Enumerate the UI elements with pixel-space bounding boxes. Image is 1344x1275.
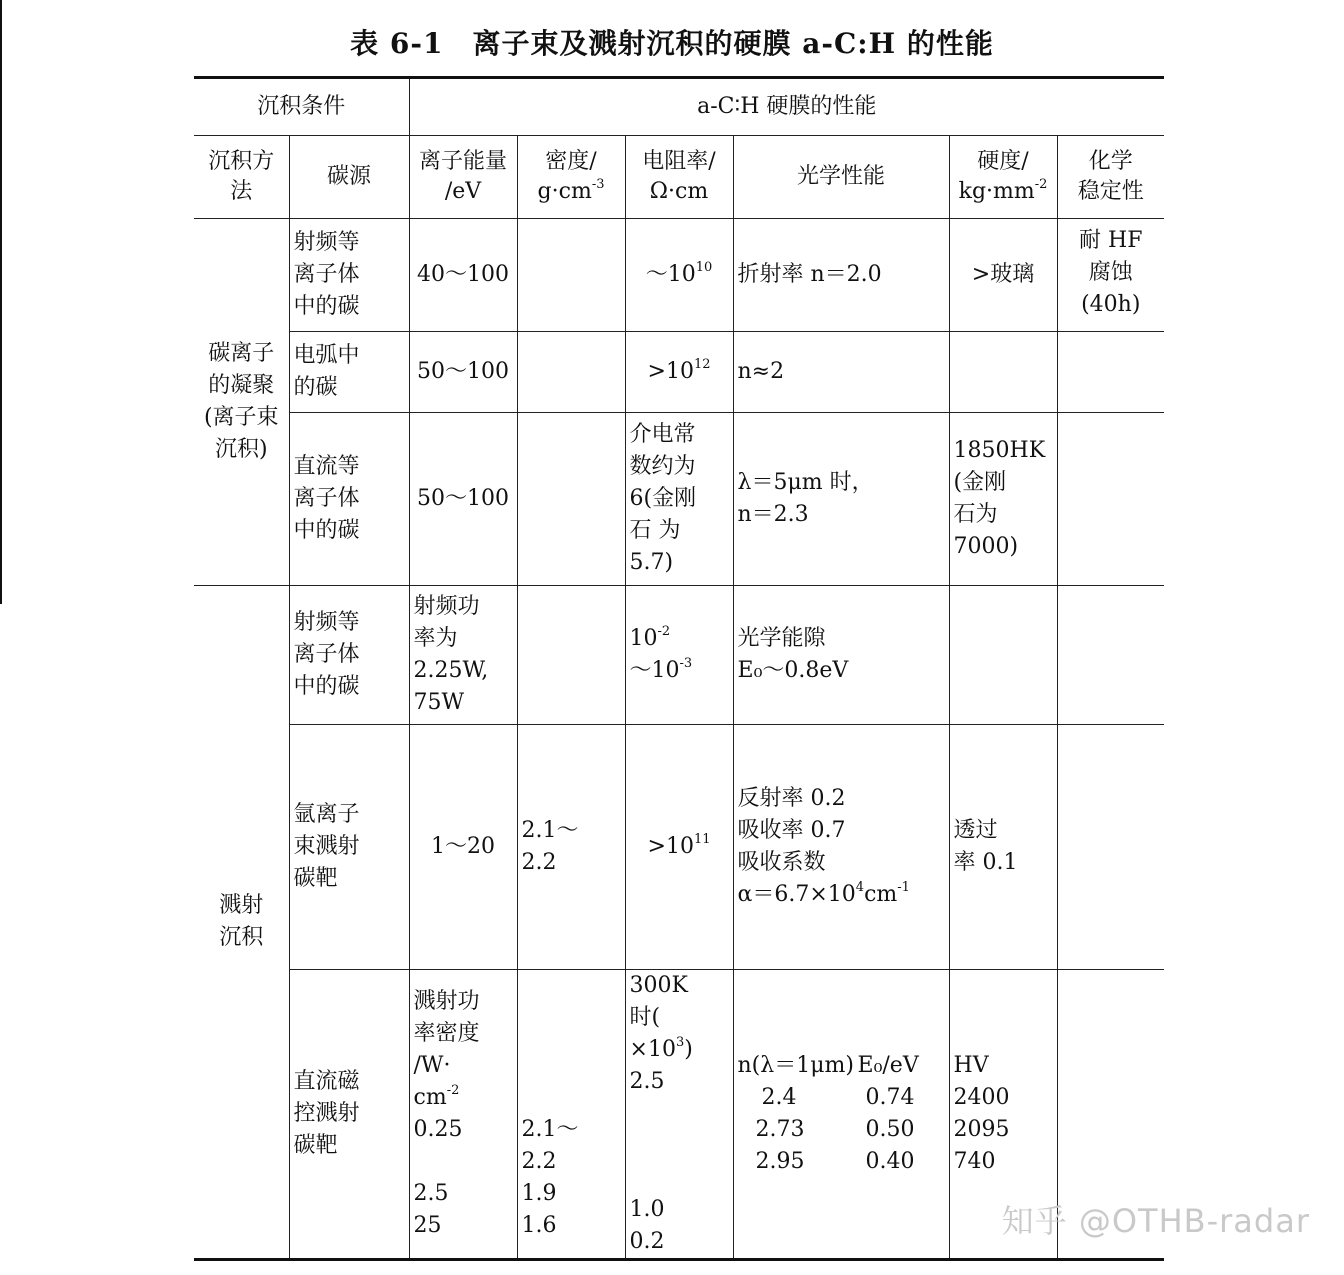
optical-line: 吸收率 0.7 (737, 818, 846, 843)
cell-energy: 射频功 率为 2.25W, 75W (409, 586, 517, 725)
cell-hardness (949, 332, 1057, 413)
optical-grid (738, 1050, 945, 1178)
table-row (194, 219, 1164, 332)
cell-optical (733, 970, 949, 1260)
group-ion-beam: 碳离子 的凝聚 (离子束 沉积) (194, 219, 289, 586)
table-row (194, 332, 1164, 413)
header-deposition-conditions: 沉积条件 (194, 78, 409, 136)
resistivity-head-end: ) (684, 1037, 693, 1062)
optical-e-value: 0.74 (865, 1085, 915, 1110)
cell-resistivity: 介电常 数约为 6(金刚 石 为 5.7) (625, 413, 733, 586)
cell-source: 直流磁 控溅射 碳靶 (289, 970, 409, 1260)
cell-source: 氩离子 束溅射 碳靶 (289, 725, 409, 970)
alpha-unit-exponent: -1 (897, 880, 910, 895)
cell-source: 电弧中 的碳 (289, 332, 409, 413)
header-resistivity: 电阻率/ Ω·cm (625, 136, 733, 219)
resistivity-exponent: -3 (679, 656, 693, 671)
optical-head-e: E₀/eV (857, 1053, 919, 1078)
table-title: 表 6-1 离子束及溅射沉积的硬膜 a-C:H 的性能 (350, 27, 994, 60)
resistivity-values: 2.5 1.0 0.2 (629, 1069, 665, 1254)
cell-source: 射频等 离子体 中的碳 (289, 219, 409, 332)
optical-line-1: 光学能隙 (737, 626, 826, 651)
group-sputter: 溅射 沉积 (194, 586, 289, 1260)
header-chemical: 化学 稳定性 (1057, 136, 1164, 219)
table-row (194, 725, 1164, 970)
resistivity-exponent: 11 (693, 832, 711, 847)
cell-energy (409, 970, 517, 1260)
header-ion-energy: 离子能量 /eV (409, 136, 517, 219)
table-row (194, 586, 1164, 725)
watermark: 知乎 @OTHB-radar (1001, 1202, 1310, 1240)
cell-chemical (1057, 413, 1164, 586)
alpha-value: α＝6.7×10 (737, 882, 856, 907)
optical-n-value: 2.95 (755, 1149, 805, 1174)
cell-energy: 50～100 (409, 413, 517, 586)
header-method: 沉积方法 (194, 136, 289, 219)
optical-n-value: 2.4 (761, 1085, 797, 1110)
table-row (194, 413, 1164, 586)
header-density-exponent: -3 (591, 177, 605, 192)
cell-optical: λ＝5μm 时， n＝2.3 (733, 413, 949, 586)
header-hardness (949, 136, 1057, 219)
page-edge-rule (0, 0, 2, 604)
cell-chemical: 耐 HF 腐蚀 (40h) (1057, 219, 1164, 332)
optical-alpha (738, 879, 945, 911)
alpha-exponent: 4 (855, 880, 865, 895)
cell-density (517, 413, 625, 586)
cell-density (517, 332, 625, 413)
header-carbon-source: 碳源 (289, 136, 409, 219)
energy-values: 0.25 2.5 25 (413, 1117, 463, 1238)
optical-e-value: 0.50 (865, 1117, 915, 1142)
cell-optical (733, 586, 949, 725)
header-density (517, 136, 625, 219)
cell-optical (733, 725, 949, 970)
optical-line: 吸收系数 (737, 850, 826, 875)
resistivity-head-text: 300K 时( ×10 (629, 973, 688, 1062)
cell-resistivity (625, 970, 733, 1260)
cell-source: 射频等 离子体 中的碳 (289, 586, 409, 725)
optical-line-2: E₀～0.8eV (737, 658, 849, 683)
optical-line: 反射率 0.2 (737, 786, 846, 811)
cell-resistivity (625, 725, 733, 970)
cell-hardness: HV 2400 2095 740 (949, 970, 1057, 1260)
optical-n-value: 2.73 (755, 1117, 805, 1142)
properties-table (194, 76, 1164, 1261)
header-row-2 (194, 136, 1164, 219)
header-hardness-exponent: -2 (1034, 177, 1048, 192)
resistivity-value: ～10 (645, 262, 696, 287)
energy-head (414, 986, 513, 1114)
energy-head-exponent: -2 (446, 1083, 460, 1098)
header-row-1 (194, 78, 1164, 136)
cell-density: 2.1～ 2.2 1.9 1.6 (517, 970, 625, 1260)
resistivity-line-1 (630, 623, 729, 655)
resistivity-head (630, 970, 729, 1066)
cell-optical: n≈2 (733, 332, 949, 413)
resistivity-head-exponent: 3 (675, 1035, 685, 1050)
cell-energy: 40～100 (409, 219, 517, 332)
resistivity-exponent: -2 (657, 624, 671, 639)
header-film-properties: a-C∶H 硬膜的性能 (409, 78, 1164, 136)
cell-hardness: 透过 率 0.1 (949, 725, 1057, 970)
resistivity-value: 10 (629, 626, 658, 651)
cell-chemical (1057, 332, 1164, 413)
cell-source: 直流等 离子体 中的碳 (289, 413, 409, 586)
resistivity-exponent: 12 (693, 357, 711, 372)
cell-energy: 1～20 (409, 725, 517, 970)
energy-head-text: 溅射功 率密度 /W· cm (413, 989, 480, 1110)
cell-density (517, 219, 625, 332)
cell-chemical (1057, 725, 1164, 970)
alpha-unit: cm (864, 882, 898, 907)
resistivity-value: >10 (647, 359, 694, 384)
cell-hardness: 1850HK (金刚 石为 7000) (949, 413, 1057, 586)
cell-hardness: >玻璃 (949, 219, 1057, 332)
cell-resistivity (625, 586, 733, 725)
optical-head-n: n(λ＝1μm) (737, 1053, 854, 1078)
resistivity-exponent: 10 (695, 260, 713, 275)
header-hardness-text: 硬度/ kg·mm (958, 149, 1035, 204)
optical-e-value: 0.40 (865, 1149, 915, 1174)
header-optical: 光学性能 (733, 136, 949, 219)
cell-chemical (1057, 586, 1164, 725)
resistivity-value: >10 (647, 834, 694, 859)
cell-resistivity (625, 219, 733, 332)
resistivity-line-2 (630, 655, 729, 687)
cell-optical: 折射率 n＝2.0 (733, 219, 949, 332)
cell-resistivity (625, 332, 733, 413)
resistivity-value: ～10 (629, 658, 680, 683)
cell-density (517, 586, 625, 725)
cell-hardness (949, 586, 1057, 725)
cell-energy: 50～100 (409, 332, 517, 413)
header-density-text: 密度/ g·cm (537, 149, 597, 204)
cell-density: 2.1～ 2.2 (517, 725, 625, 970)
